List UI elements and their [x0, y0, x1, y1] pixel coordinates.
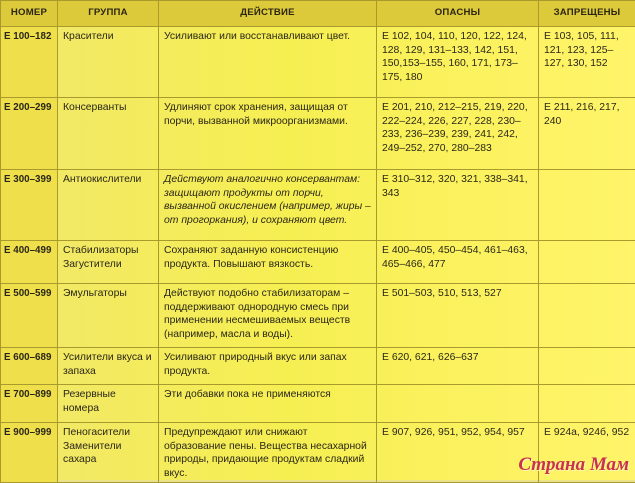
row-banned: [539, 348, 635, 385]
row-group: Консерванты: [58, 98, 159, 170]
header-banned: ЗАПРЕЩЕНЫ: [539, 1, 635, 27]
row-dangerous: Е 102, 104, 110, 120, 122, 124, 128, 129, 131–133, 142, 151, 150,153–155, 160, 171, 173–175, 180: [377, 27, 539, 98]
table-row: [1, 27, 635, 98]
table-row: [1, 170, 635, 241]
row-action: Действуют подобно стабилизаторам – поддерживают однородную смесь при применении несмешиваемых веществ (например, масла и воды).: [159, 284, 377, 348]
row-banned: [539, 241, 635, 284]
table-row: [1, 385, 635, 423]
header-group: ГРУППА: [58, 1, 159, 27]
row-action: Эти добавки пока не применяются: [159, 385, 377, 423]
row-action: Усиливают или восстанавливают цвет.: [159, 27, 377, 98]
row-group: Пеногасители Заменители сахара: [58, 423, 159, 483]
row-dangerous: Е 310–312, 320, 321, 338–341, 343: [377, 170, 539, 241]
row-group: Стабилизаторы Загустители: [58, 241, 159, 284]
row-action: Удлиняют срок хранения, защищая от порчи, вызванной микроорганизмами.: [159, 98, 377, 170]
row-code: Е 100–182: [1, 27, 58, 98]
row-dangerous: Е 620, 621, 626–637: [377, 348, 539, 385]
row-dangerous: Е 400–405, 450–454, 461–463, 465–466, 477: [377, 241, 539, 284]
row-code: Е 500–599: [1, 284, 58, 348]
table-row: [1, 348, 635, 385]
header-dangerous: ОПАСНЫ: [377, 1, 539, 27]
row-code: Е 300–399: [1, 170, 58, 241]
row-action: Усиливают природный вкус или запах продукта.: [159, 348, 377, 385]
row-dangerous: Е 501–503, 510, 513, 527: [377, 284, 539, 348]
row-banned: [539, 385, 635, 423]
row-code: Е 600–689: [1, 348, 58, 385]
header-code: НОМЕР: [1, 1, 58, 27]
row-dangerous: Е 907, 926, 951, 952, 954, 957: [377, 423, 539, 483]
table-row: [1, 241, 635, 284]
row-dangerous: [377, 385, 539, 423]
row-action: Сохраняют заданную консистенцию продукта. Повышают вязкость.: [159, 241, 377, 284]
row-dangerous: Е 201, 210, 212–215, 219, 220, 222–224, 226, 227, 228, 230–233, 236–239, 239, 241, 242, 249–252, 270, 280–283: [377, 98, 539, 170]
row-group: Усилители вкуса и запаха: [58, 348, 159, 385]
row-code: Е 200–299: [1, 98, 58, 170]
row-action: Предупреждают или снижают образование пены. Вещества несахарной природы, придающие продуктам сладкий вкус.: [159, 423, 377, 483]
row-code: Е 400–499: [1, 241, 58, 284]
header-action: ДЕЙСТВИЕ: [159, 1, 377, 27]
row-group: Резервные номера: [58, 385, 159, 423]
row-code: Е 900–999: [1, 423, 58, 483]
site-watermark: Страна Мам: [518, 454, 629, 476]
table-row: [1, 98, 635, 170]
row-group: Красители: [58, 27, 159, 98]
row-group: Антиокислители: [58, 170, 159, 241]
header-row: [1, 1, 635, 27]
row-code: Е 700–899: [1, 385, 58, 423]
row-banned: Е 103, 105, 111, 121, 123, 125–127, 130, 152: [539, 27, 635, 98]
row-banned: [539, 284, 635, 348]
row-banned: Е 924а, 924б, 952: [539, 423, 635, 483]
row-banned: [539, 170, 635, 241]
table-row: [1, 284, 635, 348]
row-group: Эмульгаторы: [58, 284, 159, 348]
row-action: Действуют аналогично консервантам: защищают продукты от порчи, вызванной окислением (например, жиры – от прогоркания), и сохраняют цвет.: [159, 170, 377, 241]
row-banned: Е 211, 216, 217, 240: [539, 98, 635, 170]
